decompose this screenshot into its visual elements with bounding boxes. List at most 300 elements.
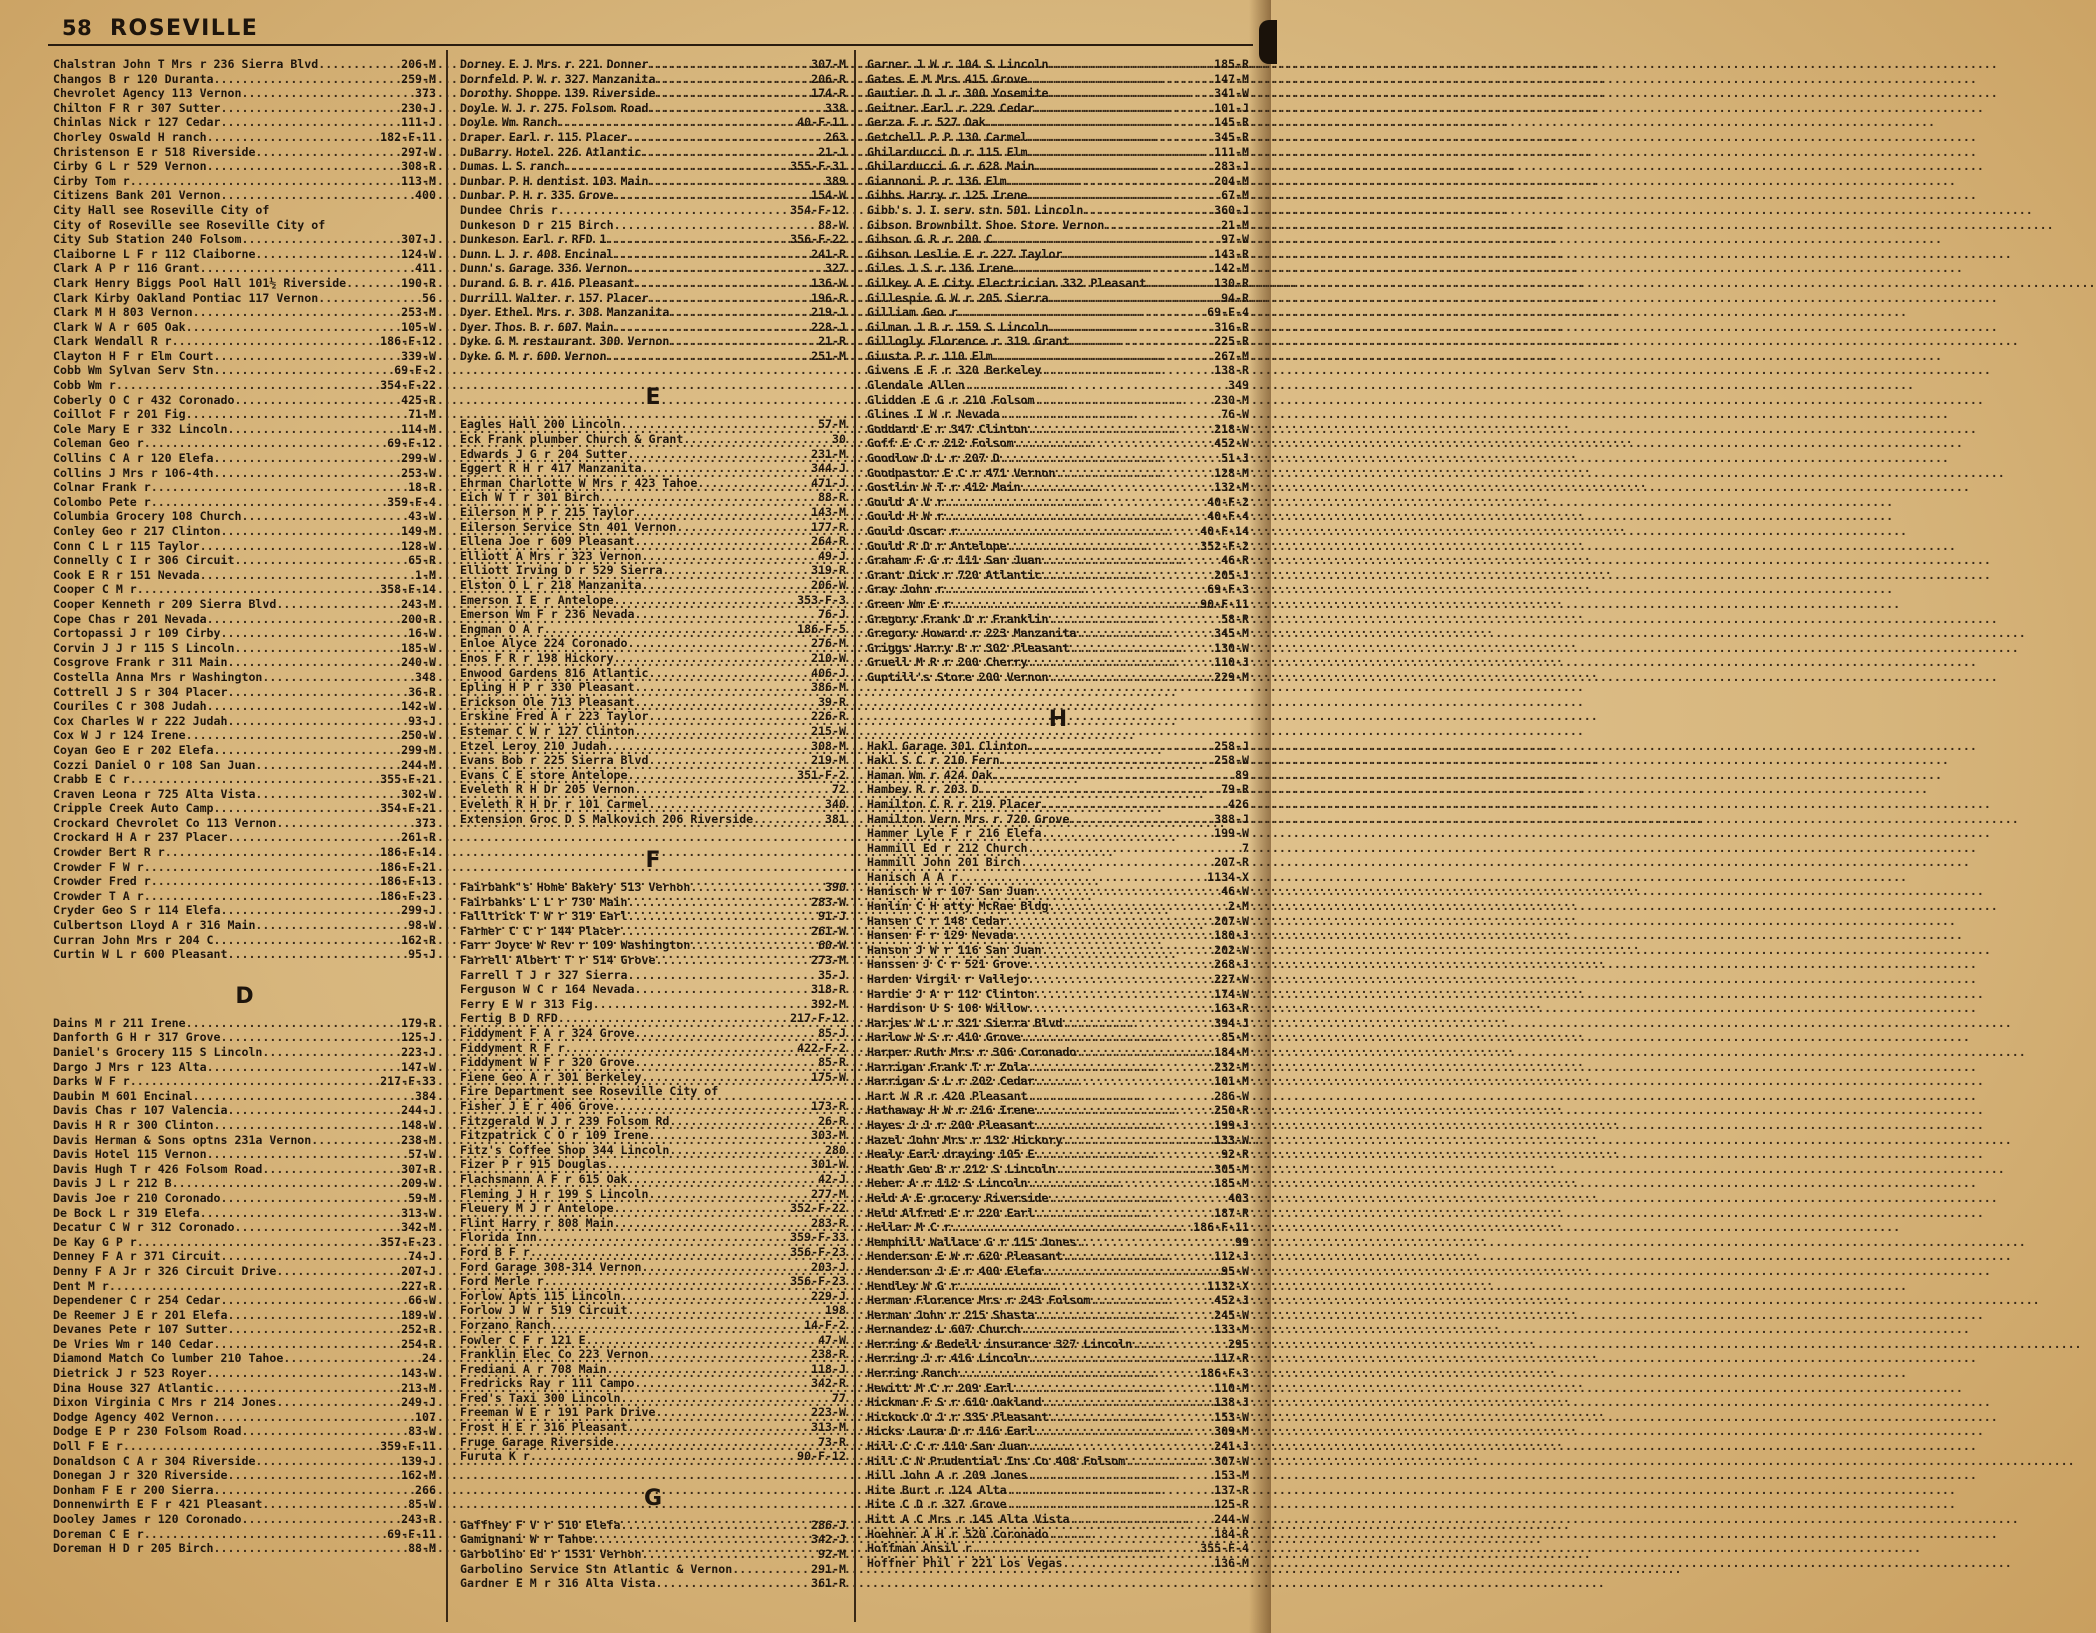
phone-number: 58-R	[1221, 611, 1249, 626]
directory-entry	[460, 1303, 846, 1318]
listing-name: Gibson Brownbilt Shoe Store Vernon	[867, 217, 1105, 232]
directory-entry	[53, 1279, 436, 1294]
directory-entry	[460, 651, 846, 666]
phone-number: 72	[832, 782, 846, 797]
dot-leader	[621, 924, 811, 939]
listing-name: Doyle W J r 275 Folsom Road	[460, 100, 649, 115]
directory-entry	[53, 641, 436, 656]
dot-leader	[614, 1099, 811, 1114]
dot-leader	[1028, 188, 1221, 203]
dot-leader	[1069, 641, 1213, 656]
listing-name: Fleming J H r 199 S Lincoln	[460, 1186, 649, 1201]
listing-name: Glines I W r Nevada	[867, 407, 1000, 422]
listing-name: Goddard E r 347 Clinton	[867, 421, 1028, 436]
listing-name: Dyke G M r 600 Vernon	[460, 348, 607, 363]
phone-number: 319-R	[811, 563, 846, 578]
phone-number: 79-R	[1221, 782, 1249, 797]
listing-name: Hite C D r 327 Grove	[867, 1497, 1007, 1512]
phone-number: 258-W	[1214, 753, 1249, 768]
dot-leader	[1028, 1089, 1214, 1104]
listing-name: Garbolino Service Stn Atlantic & Vernon	[460, 1561, 733, 1576]
dot-leader	[207, 159, 401, 174]
phone-number: 173-R	[811, 1099, 846, 1113]
dot-leader	[1062, 1133, 1213, 1148]
phone-number: 254-R	[401, 1336, 436, 1351]
phone-number: 205-J	[1214, 567, 1249, 582]
phone-number: 342-M	[401, 1220, 436, 1235]
phone-number: 162-M	[401, 1468, 436, 1483]
phone-number: 230-M	[1214, 392, 1249, 407]
dot-leader	[123, 1439, 379, 1454]
directory-entry	[867, 1162, 1249, 1177]
phone-number: 307-W	[1214, 1453, 1249, 1468]
directory-entry	[53, 553, 436, 568]
dot-leader	[144, 889, 379, 904]
listing-name: Cobb Wm Sylvan Serv Stn	[53, 363, 214, 378]
phone-number: 35-J	[818, 967, 846, 982]
directory-entry	[867, 393, 1249, 408]
directory-entry	[53, 1424, 436, 1439]
dot-leader	[214, 1337, 401, 1352]
listing-name: Hanisch A A r	[867, 869, 958, 884]
listing-name: Eck Frank plumber Church & Grant	[460, 432, 684, 447]
directory-entry	[867, 1293, 1249, 1308]
phone-number: 406-J	[811, 665, 846, 680]
phone-number: 206-W	[811, 578, 846, 592]
dot-leader	[1069, 1512, 1213, 1527]
phone-number: 177-R	[811, 519, 846, 534]
dot-leader	[276, 597, 400, 612]
dot-leader	[234, 393, 400, 408]
directory-column-2	[460, 57, 846, 1622]
listing-name: Coillot F r 201 Fig	[53, 407, 186, 422]
directory-entry	[867, 1308, 1249, 1323]
phone-number: 138-R	[1214, 363, 1249, 378]
dot-leader	[214, 363, 394, 378]
dot-leader	[648, 174, 824, 189]
dot-leader	[1007, 1497, 1213, 1512]
directory-entry	[53, 72, 436, 87]
listing-name: Citizens Bank 201 Vernon	[53, 188, 221, 203]
dot-leader	[1028, 1351, 1214, 1366]
phone-number: 199-J	[1214, 1117, 1249, 1132]
listing-name: Gostlin W T r 412 Main	[867, 480, 1021, 495]
dot-leader	[1048, 291, 1220, 306]
phone-number: 264-R	[811, 534, 846, 549]
directory-entry	[867, 1337, 1249, 1352]
listing-name: Erickson Ole 713 Pleasant	[460, 694, 635, 709]
directory-entry	[53, 320, 436, 335]
directory-entry	[460, 57, 846, 72]
dot-leader	[641, 578, 810, 593]
listing-name: DuBarry Hotel 226 Atlantic	[460, 144, 642, 159]
phone-number: 243-M	[401, 596, 436, 611]
phone-number: 186-F-12	[380, 334, 436, 349]
listing-name: Ellena Joe r 609 Pleasant	[460, 534, 635, 549]
dot-leader	[241, 1512, 400, 1527]
directory-entry	[460, 1391, 846, 1406]
dot-leader	[221, 1293, 408, 1308]
directory-entry	[460, 1576, 846, 1591]
directory-entry	[460, 305, 846, 320]
directory-entry	[867, 1322, 1249, 1337]
listing-name: Culbertson Lloyd A r 316 Main	[53, 918, 256, 933]
phone-number: 85-R	[818, 1055, 846, 1070]
phone-number: 130-R	[1214, 275, 1249, 290]
dot-leader	[1042, 363, 1214, 378]
phone-number: 203-J	[811, 1259, 846, 1274]
directory-entry	[53, 655, 436, 670]
listing-name: Herring & Bedell insurance 327 Lincoln	[867, 1336, 1133, 1351]
phone-number: 342-J	[811, 1532, 846, 1547]
phone-number: 359-F-11	[380, 1439, 436, 1454]
directory-entry	[867, 524, 1249, 539]
directory-entry	[460, 924, 846, 939]
directory-entry	[867, 826, 1249, 841]
dot-leader	[1146, 276, 1213, 291]
phone-number: 302-W	[401, 786, 436, 801]
listing-name: Dornfeld P W r 327 Manzanita	[460, 71, 656, 86]
listing-name: Ehrman Charlotte W Mrs r 423 Tahoe	[460, 475, 698, 490]
phone-number: 174-R	[811, 86, 846, 101]
dot-leader	[958, 1366, 1199, 1381]
phone-number: 26-R	[818, 1113, 846, 1128]
directory-entry	[460, 476, 846, 491]
dot-leader	[593, 1532, 810, 1547]
directory-entry	[867, 1206, 1249, 1221]
phone-number: 213-M	[401, 1380, 436, 1395]
directory-entry	[867, 203, 1249, 218]
directory-entry	[460, 622, 846, 637]
dot-leader	[1021, 855, 1214, 870]
listing-name: De Reemer J E r 201 Elefa	[53, 1307, 228, 1322]
dot-leader	[621, 417, 818, 432]
phone-number: 147-M	[1214, 71, 1249, 86]
dot-leader	[635, 534, 811, 549]
dot-leader	[276, 816, 414, 831]
listing-name: Cryder Geo S r 114 Elefa	[53, 903, 221, 918]
phone-number: 73-R	[818, 1434, 846, 1449]
directory-entry	[53, 305, 436, 320]
directory-entry	[460, 709, 846, 724]
listing-name: Dunkeson Earl r RFD 1	[460, 232, 607, 247]
dot-leader	[228, 1103, 401, 1118]
directory-entry	[867, 480, 1249, 495]
dot-leader	[641, 1547, 817, 1562]
dot-leader	[635, 607, 818, 622]
dot-leader	[1014, 1381, 1214, 1396]
directory-entry	[53, 509, 436, 524]
dot-leader	[1062, 1249, 1213, 1264]
phone-number: 403	[1228, 1190, 1249, 1205]
listing-name: Heath Geo B r 212 S Lincoln	[867, 1161, 1056, 1176]
phone-number: 95-J	[408, 947, 436, 962]
listing-name: Eilerson M P r 215 Taylor	[460, 505, 635, 520]
listing-name: Costella Anna Mrs r Washington	[53, 669, 263, 684]
listing-name: Gaffney F V r 510 Elefa	[460, 1517, 621, 1532]
directory-entry	[867, 1454, 1249, 1469]
directory-entry	[460, 490, 846, 505]
dot-leader	[221, 1030, 401, 1045]
directory-entry	[53, 845, 436, 860]
dot-leader	[318, 291, 421, 306]
directory-entry	[867, 612, 1249, 627]
dot-leader	[221, 115, 401, 130]
dot-leader	[600, 490, 817, 505]
directory-entry	[53, 1103, 436, 1118]
listing-name: Decatur C W r 312 Coronado	[53, 1220, 235, 1235]
phone-number: 215-W	[811, 723, 846, 738]
dot-leader	[1048, 1191, 1227, 1206]
listing-name: Haman Wm r 424 Oak	[867, 767, 993, 782]
phone-number: 16-W	[408, 626, 436, 641]
listing-name: Dina House 327 Atlantic	[53, 1380, 214, 1395]
phone-number: 162-R	[401, 932, 436, 947]
directory-entry	[53, 918, 436, 933]
phone-number: 426	[1228, 796, 1249, 811]
dot-leader	[1035, 101, 1214, 116]
dot-leader	[683, 432, 831, 447]
listing-name: Cox Charles W r 222 Judah	[53, 713, 228, 728]
dot-leader	[262, 1497, 407, 1512]
directory-entry	[460, 1435, 846, 1450]
listing-name: Gould Oscar r	[867, 524, 958, 538]
phone-number: 98-W	[408, 918, 436, 933]
dot-leader	[1028, 72, 1214, 87]
phone-number: 400	[415, 188, 436, 203]
dot-leader	[551, 1318, 803, 1333]
dot-leader	[628, 636, 811, 651]
listing-name: Coleman Geo r	[53, 436, 144, 451]
directory-entry	[867, 797, 1249, 812]
listing-name: Gilliam Geo r	[867, 305, 958, 320]
listing-name: Forlow J W r 519 Circuit	[460, 1303, 628, 1318]
listing-name: Farr Joyce W Rev r 109 Washington	[460, 938, 691, 953]
dot-leader	[1035, 393, 1214, 408]
listing-name: Giles J S r 136 Irene	[867, 261, 1014, 276]
directory-entry	[53, 1541, 436, 1556]
directory-entry	[867, 1016, 1249, 1031]
directory-entry	[460, 724, 846, 739]
phone-number: 360-J	[1214, 202, 1249, 217]
phone-number: 358-F-14	[380, 582, 436, 597]
dot-leader	[621, 1391, 831, 1406]
listing-name: Davis Chas r 107 Valencia	[53, 1103, 228, 1118]
dot-leader	[586, 1333, 817, 1348]
directory-entry	[460, 320, 846, 335]
listing-name: Estemar C W r 127 Clinton	[460, 723, 635, 738]
dot-leader	[283, 1351, 421, 1366]
dot-leader	[655, 1405, 810, 1420]
listing-name: Clark Henry Biggs Pool Hall 101½ Riverside	[53, 275, 347, 290]
listing-name: Dorney E J Mrs r 221 Donner	[460, 57, 649, 71]
phone-number: 266	[415, 1482, 436, 1497]
listing-name: Davis Joe r 210 Coronado	[53, 1190, 221, 1205]
phone-number: 69-F-12	[387, 436, 436, 451]
dot-leader	[241, 232, 400, 247]
dot-leader	[648, 666, 810, 681]
dot-leader	[207, 1060, 401, 1075]
dot-leader	[1028, 739, 1214, 754]
directory-entry	[53, 1322, 436, 1337]
dot-leader	[655, 72, 810, 87]
dot-leader	[228, 1468, 401, 1483]
dot-leader	[628, 909, 818, 924]
dot-leader	[635, 1026, 818, 1041]
phone-number: 21-R	[818, 334, 846, 349]
listing-name: Crabb E C r	[53, 772, 130, 787]
listing-name: Curran John Mrs r 204 C	[53, 932, 214, 947]
listing-name: Glendale Allen	[867, 378, 965, 393]
listing-name: City Hall see Roseville City of	[53, 202, 270, 217]
listing-name: Hernandez L 607 Church	[867, 1322, 1021, 1337]
directory-entry	[460, 232, 846, 247]
phone-number: 345-M	[1214, 626, 1249, 641]
listing-name: Hakl S C r 210 Fern	[867, 753, 1000, 768]
listing-name: Dundee Chris r	[460, 202, 558, 217]
directory-entry	[460, 953, 846, 968]
phone-number: 327	[825, 261, 846, 276]
phone-number: 21-J	[818, 144, 846, 159]
phone-number: 69-F-11	[387, 1526, 436, 1541]
phone-number: 76-W	[1221, 407, 1249, 422]
section-gap	[867, 685, 1249, 699]
dot-leader	[607, 1157, 811, 1172]
directory-entry	[867, 509, 1249, 524]
phone-number: 353-F-3	[797, 592, 846, 607]
phone-number: 71-M	[408, 407, 436, 422]
dot-leader	[221, 524, 401, 539]
dot-leader	[255, 145, 400, 160]
listing-name: Gould R D r Antelope	[867, 538, 1007, 553]
listing-name: Fredricks Ray r 111 Campo	[460, 1376, 635, 1391]
listing-name: Emerson I E r Antelope	[460, 592, 614, 607]
listing-name: Curtin W L r 600 Pleasant	[53, 947, 228, 962]
phone-number: 339-W	[401, 348, 436, 363]
phone-number: 386-M	[811, 680, 846, 695]
phone-number: 390	[825, 880, 846, 895]
phone-number: 361-R	[811, 1576, 846, 1591]
phone-number: 352-F-2	[1200, 538, 1249, 553]
listing-name: Heber A r 112 S Lincoln	[867, 1176, 1028, 1191]
directory-entry	[460, 607, 846, 622]
phone-number: 251-M	[811, 348, 846, 363]
listing-name: Fiene Geo A r 301 Berkeley	[460, 1069, 642, 1084]
section-gap	[460, 1464, 846, 1478]
directory-entry	[867, 1351, 1249, 1366]
listing-name: Darks W F r	[53, 1074, 130, 1089]
phone-number: 148-W	[401, 1117, 436, 1132]
phone-number: 299-M	[401, 742, 436, 757]
directory-entry	[53, 145, 436, 160]
listing-name: Doyle Wm Ranch	[460, 115, 558, 130]
directory-entry	[460, 72, 846, 87]
listing-name: Elliott A Mrs r 323 Vernon	[460, 548, 642, 563]
directory-entry	[53, 1089, 436, 1104]
phone-number: 299-J	[401, 903, 436, 918]
directory-entry	[867, 972, 1249, 987]
listing-name: Getchell P P 130 Carmel	[867, 129, 1028, 144]
dot-leader	[635, 982, 811, 997]
directory-entry	[53, 1206, 436, 1221]
listing-name: Hemphill Wallace G r 115 Jones	[867, 1234, 1077, 1249]
phone-number: 182-F-11	[380, 129, 436, 144]
directory-entry	[867, 597, 1249, 612]
listing-name: Hoehner A H r 520 Coronado	[867, 1526, 1049, 1541]
directory-entry	[460, 1376, 846, 1391]
phone-number: 186-F-3	[1200, 1366, 1249, 1381]
directory-entry	[460, 145, 846, 160]
directory-entry	[53, 787, 436, 802]
dot-leader	[137, 582, 379, 597]
listing-name: Falltrick T W r 319 Earl	[460, 909, 628, 924]
phone-number: 91-J	[818, 909, 846, 924]
phone-number: 175-W	[811, 1069, 846, 1084]
directory-entry	[460, 666, 846, 681]
listing-name: Hoffner Phil r 221 Los Vegas	[867, 1555, 1063, 1570]
dot-leader	[165, 845, 379, 860]
directory-entry	[460, 1562, 846, 1577]
phone-number: 381	[825, 811, 846, 826]
section-gap	[460, 363, 846, 377]
directory-entry	[53, 1308, 436, 1323]
directory-entry	[460, 695, 846, 710]
phone-number: 373	[415, 815, 436, 830]
phone-number: 250-R	[1214, 1103, 1249, 1118]
listing-name: Eilerson Service Stn 401 Vernon	[460, 519, 677, 534]
running-head-city: ROSEVILLE	[110, 16, 259, 41]
dot-leader	[662, 563, 810, 578]
directory-entry	[460, 578, 846, 593]
phone-number: 307-J	[401, 232, 436, 247]
phone-number: 219-M	[811, 753, 846, 768]
listing-name: Hitt A C Mrs r 145 Alta Vista	[867, 1512, 1070, 1526]
directory-entry	[460, 549, 846, 564]
listing-name: Edwards J G r 204 Sutter	[460, 446, 628, 461]
section-letter-heading: G	[643, 1485, 663, 1511]
listing-name: Gruell M R r 200 Cherry	[867, 655, 1028, 670]
dot-leader	[1021, 1030, 1221, 1045]
dot-leader	[207, 612, 401, 627]
listing-name: Coberly O C r 432 Coronado	[53, 392, 235, 407]
phone-number: 196-R	[811, 290, 846, 305]
phone-number: 359-F-4	[387, 494, 436, 509]
phone-number: 388-J	[1214, 811, 1249, 826]
listing-name: Florida Inn	[460, 1230, 537, 1245]
directory-entry	[460, 1245, 846, 1260]
directory-entry	[460, 1547, 846, 1562]
dot-leader	[1028, 972, 1214, 987]
dot-leader	[200, 539, 401, 554]
dot-leader	[1035, 987, 1214, 1002]
listing-name: Changos B r 120 Duranta	[53, 71, 214, 86]
dot-leader	[614, 247, 811, 262]
directory-entry	[460, 753, 846, 768]
directory-entry	[867, 655, 1249, 670]
listing-name: Griggs Harry B r 302 Pleasant	[867, 640, 1070, 655]
directory-entry	[867, 641, 1249, 656]
phone-number: 114-M	[401, 421, 436, 436]
listing-name: Daniel's Grocery 115 S Lincoln	[53, 1045, 263, 1059]
listing-name: Daubin M 601 Encinal	[53, 1088, 193, 1103]
listing-name: Dunn's Garage 336 Vernon	[460, 261, 628, 276]
dot-leader	[648, 753, 810, 768]
dot-leader	[565, 1041, 796, 1056]
dot-leader	[1000, 451, 1220, 466]
dot-leader	[1000, 407, 1220, 422]
dot-leader	[648, 1347, 810, 1362]
dot-leader	[628, 1303, 825, 1318]
